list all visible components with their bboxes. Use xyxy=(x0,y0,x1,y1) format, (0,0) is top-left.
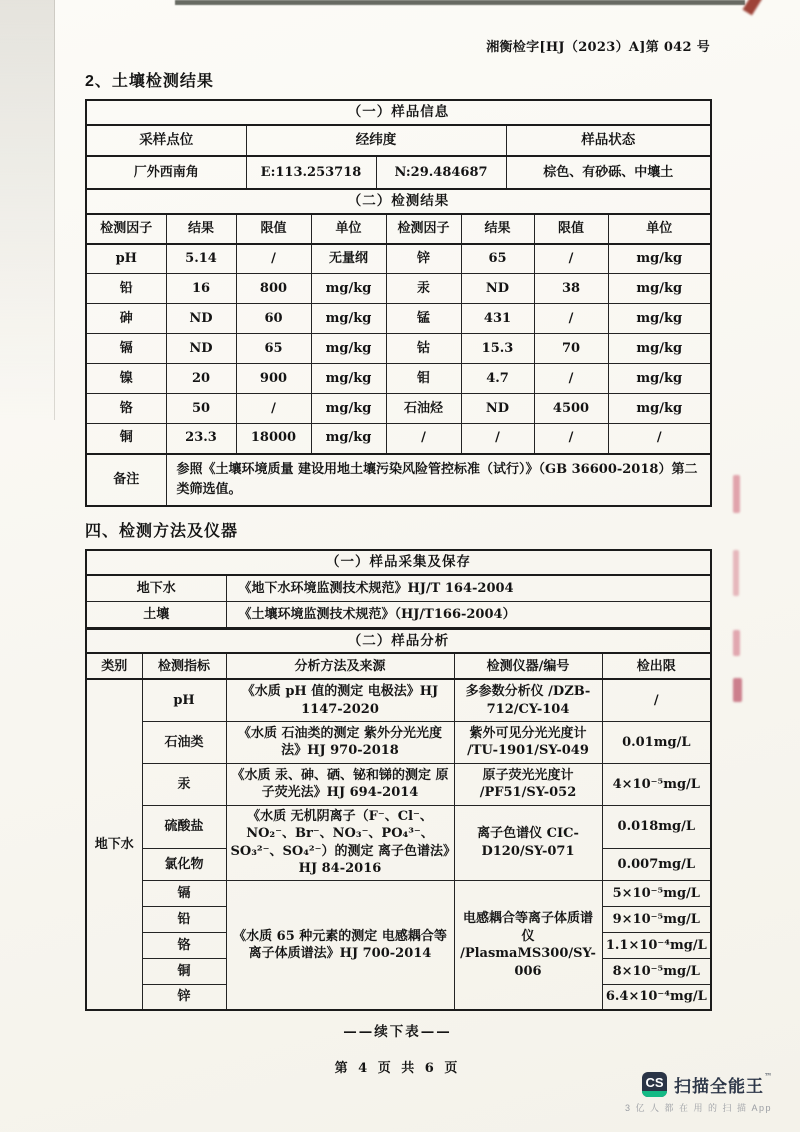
indicator-cell: 氯化物 xyxy=(142,849,226,881)
document-number: 湘衡检字[HJ（2023）A]第 042 号 xyxy=(486,40,710,55)
detection-limit-cell: 9×10⁻⁵mg/L xyxy=(602,906,711,932)
table-cell: 钴 xyxy=(386,334,461,364)
column-header: 单位 xyxy=(311,214,386,244)
stamp-bleed-mark xyxy=(733,678,742,702)
table-cell: 铅 xyxy=(86,274,166,304)
table-caption: （二）检测结果 xyxy=(86,189,711,214)
column-header: 限值 xyxy=(534,214,608,244)
remark-label: 备注 xyxy=(86,454,166,506)
table-cell: 5.14 xyxy=(166,244,236,274)
detection-limit-cell: 5×10⁻⁵mg/L xyxy=(602,880,711,906)
table-cell: 70 xyxy=(534,334,608,364)
indicator-cell: 镉 xyxy=(142,880,226,906)
indicator-cell: 汞 xyxy=(142,763,226,805)
table-cell: 锌 xyxy=(386,244,461,274)
indicator-cell: 铅 xyxy=(142,906,226,932)
indicator-cell: pH xyxy=(142,679,226,721)
table-cell: 800 xyxy=(236,274,311,304)
table-row xyxy=(86,424,711,454)
table-cell: mg/kg xyxy=(608,244,711,274)
table-cell: 900 xyxy=(236,364,311,394)
table-cell: 20 xyxy=(166,364,236,394)
instrument-cell: 紫外可见分光光度计 /TU-1901/SY-049 xyxy=(454,721,602,763)
table-cell: / xyxy=(461,424,534,454)
sample-info-table xyxy=(85,99,712,190)
table-cell: / xyxy=(236,244,311,274)
table-cell: 4.7 xyxy=(461,364,534,394)
category-cell: 地下水 xyxy=(86,679,142,1010)
method-cell: 《水质 石油类的测定 紫外分光光度法》HJ 970-2018 xyxy=(226,721,454,763)
table-cell: 18000 xyxy=(236,424,311,454)
table-cell: 镍 xyxy=(86,364,166,394)
table-cell: mg/kg xyxy=(311,364,386,394)
table-caption-row xyxy=(86,550,711,575)
table-row xyxy=(86,575,711,602)
table-cell: 砷 xyxy=(86,304,166,334)
table-cell: mg/kg xyxy=(608,364,711,394)
table-cell: mg/kg xyxy=(311,334,386,364)
table-cell: mg/kg xyxy=(311,424,386,454)
table-cell: 50 xyxy=(166,394,236,424)
watermark-tagline: 3 亿 人 都 在 用 的 扫 描 App xyxy=(624,1103,772,1113)
detection-limit-cell: 4×10⁻⁵mg/L xyxy=(602,763,711,805)
table-row xyxy=(86,334,711,364)
table-cell: 4500 xyxy=(534,394,608,424)
indicator-cell: 锌 xyxy=(142,984,226,1010)
table-row xyxy=(86,244,711,274)
table-row xyxy=(86,156,711,189)
table-caption-row xyxy=(86,100,711,125)
watermark-row xyxy=(625,1072,772,1097)
table-row xyxy=(86,763,711,805)
table-cell: mg/kg xyxy=(311,274,386,304)
scan-left-edge xyxy=(0,0,55,420)
table-row xyxy=(86,304,711,334)
table-cell: 铜 xyxy=(86,424,166,454)
instrument-cell: 多参数分析仪 /DZB-712/CY-104 xyxy=(454,679,602,721)
table-row xyxy=(86,394,711,424)
table-cell: ND xyxy=(461,274,534,304)
remark-text: 参照《土壤环境质量 建设用地土壤污染风险管控标准（试行）》（GB 36600-2018）第二类筛选值。 xyxy=(166,454,711,506)
table-row xyxy=(86,364,711,394)
table-cell: 镉 xyxy=(86,334,166,364)
table-cell: 38 xyxy=(534,274,608,304)
table-row xyxy=(86,805,711,849)
table-header-row xyxy=(86,125,711,156)
indicator-cell: 硫酸盐 xyxy=(142,805,226,849)
watermark-brand-wrap xyxy=(674,1072,772,1097)
instrument-cell: 离子色谱仪 CIC-D120/SY-071 xyxy=(454,805,602,880)
instrument-cell: 电感耦合等离子体质谱仪 /PlasmaMS300/SY-006 xyxy=(454,880,602,1010)
column-header: 结果 xyxy=(461,214,534,244)
sampling-point-cell: 厂外西南角 xyxy=(86,156,246,189)
table-cell: mg/kg xyxy=(311,394,386,424)
stamp-bleed-mark xyxy=(733,550,739,596)
column-header: 检测仪器/编号 xyxy=(454,653,602,679)
medium-label: 土壤 xyxy=(86,602,226,629)
table-row xyxy=(86,274,711,304)
detection-limit-cell: 0.01mg/L xyxy=(602,721,711,763)
table-cell: 石油烃 xyxy=(386,394,461,424)
detection-limit-cell: 6.4×10⁻⁴mg/L xyxy=(602,984,711,1010)
table-caption-row xyxy=(86,189,711,214)
method-cell: 《水质 汞、砷、硒、铋和锑的测定 原子荧光法》HJ 694-2014 xyxy=(226,763,454,805)
camscanner-logo-icon xyxy=(642,1072,667,1097)
table-header-row xyxy=(86,214,711,244)
table-cell: / xyxy=(534,364,608,394)
table-cell: ND xyxy=(166,334,236,364)
table-cell: 锰 xyxy=(386,304,461,334)
sampling-preservation-table xyxy=(85,549,712,630)
table-cell: 铬 xyxy=(86,394,166,424)
test-results-table xyxy=(85,188,712,507)
table-caption: （一）样品信息 xyxy=(86,100,711,125)
stamp-bleed-mark xyxy=(733,630,740,656)
camscanner-logo-green-bar xyxy=(642,1091,667,1097)
section-heading-soil-results: 2、土壤检测结果 xyxy=(85,73,214,90)
detection-limit-cell: 1.1×10⁻⁴mg/L xyxy=(602,932,711,958)
continued-next-table-note: ——续下表—— xyxy=(343,1024,452,1041)
column-header: 检出限 xyxy=(602,653,711,679)
remark-row xyxy=(86,454,711,506)
table-cell: mg/kg xyxy=(311,304,386,334)
longitude-cell: E:113.253718 xyxy=(246,156,376,189)
detection-limit-cell: / xyxy=(602,679,711,721)
table-caption-row xyxy=(86,628,711,653)
table-cell: 15.3 xyxy=(461,334,534,364)
method-cell: 《水质 65 种元素的测定 电感耦合等离子体质谱法》HJ 700-2014 xyxy=(226,880,454,1010)
column-header: 分析方法及来源 xyxy=(226,653,454,679)
table-cell: pH xyxy=(86,244,166,274)
instrument-cell: 原子荧光光度计 /PF51/SY-052 xyxy=(454,763,602,805)
table-cell: / xyxy=(534,244,608,274)
table-cell: / xyxy=(386,424,461,454)
column-header: 单位 xyxy=(608,214,711,244)
table-cell: / xyxy=(534,424,608,454)
table-cell: 431 xyxy=(461,304,534,334)
detection-limit-cell: 8×10⁻⁵mg/L xyxy=(602,958,711,984)
table-header-row xyxy=(86,653,711,679)
medium-label: 地下水 xyxy=(86,575,226,602)
column-header: 采样点位 xyxy=(86,125,246,156)
column-header: 检测指标 xyxy=(142,653,226,679)
table-row xyxy=(86,679,711,721)
page-number: 第 4 页 共 6 页 xyxy=(334,1061,461,1077)
table-cell: 16 xyxy=(166,274,236,304)
table-cell: mg/kg xyxy=(608,274,711,304)
sample-analysis-table xyxy=(85,627,712,1011)
document-content xyxy=(85,0,710,1076)
section-heading-methods-instruments: 四、检测方法及仪器 xyxy=(85,522,239,540)
camscanner-logo-text: CS xyxy=(645,1075,664,1090)
trademark-symbol: ™ xyxy=(764,1072,772,1081)
table-caption: （一）样品采集及保存 xyxy=(86,550,711,575)
column-header: 检测因子 xyxy=(386,214,461,244)
table-cell: / xyxy=(608,424,711,454)
table-cell: 23.3 xyxy=(166,424,236,454)
standard-reference: 《地下水环境监测技术规范》HJ/T 164-2004 xyxy=(226,575,711,602)
table-cell: 60 xyxy=(236,304,311,334)
table-row xyxy=(86,880,711,906)
column-header: 结果 xyxy=(166,214,236,244)
scan-corner-red-mark xyxy=(743,0,763,15)
table-cell: / xyxy=(236,394,311,424)
table-cell: mg/kg xyxy=(608,304,711,334)
table-cell: 汞 xyxy=(386,274,461,304)
method-cell: 《水质 无机阴离子（F⁻、Cl⁻、NO₂⁻、Br⁻、NO₃⁻、PO₄³⁻、SO₃²⁻、SO₄²⁻）的测定 离子色谱法》HJ 84-2016 xyxy=(226,805,454,880)
sample-status-cell: 棕色、有砂砾、中壤土 xyxy=(506,156,711,189)
table-cell: mg/kg xyxy=(608,334,711,364)
indicator-cell: 铬 xyxy=(142,932,226,958)
detection-limit-cell: 0.018mg/L xyxy=(602,805,711,849)
table-cell: 钼 xyxy=(386,364,461,394)
latitude-cell: N:29.484687 xyxy=(376,156,506,189)
column-header: 类别 xyxy=(86,653,142,679)
standard-reference: 《土壤环境监测技术规范》（HJ/T166-2004） xyxy=(226,602,711,629)
method-cell: 《水质 pH 值的测定 电极法》HJ 1147-2020 xyxy=(226,679,454,721)
table-row xyxy=(86,602,711,629)
column-header: 限值 xyxy=(236,214,311,244)
detection-limit-cell: 0.007mg/L xyxy=(602,849,711,881)
table-caption: （二）样品分析 xyxy=(86,628,711,653)
table-cell: 65 xyxy=(461,244,534,274)
column-header: 检测因子 xyxy=(86,214,166,244)
table-cell: ND xyxy=(166,304,236,334)
column-header: 经纬度 xyxy=(246,125,506,156)
table-row xyxy=(86,721,711,763)
table-cell: mg/kg xyxy=(608,394,711,424)
table-cell: 65 xyxy=(236,334,311,364)
watermark-brand: 扫描全能王 xyxy=(674,1077,764,1096)
indicator-cell: 铜 xyxy=(142,958,226,984)
column-header: 样品状态 xyxy=(506,125,711,156)
table-cell: / xyxy=(534,304,608,334)
camscanner-watermark xyxy=(625,1072,772,1114)
table-cell: 无量纲 xyxy=(311,244,386,274)
table-cell: ND xyxy=(461,394,534,424)
indicator-cell: 石油类 xyxy=(142,721,226,763)
stamp-bleed-mark xyxy=(733,475,740,513)
